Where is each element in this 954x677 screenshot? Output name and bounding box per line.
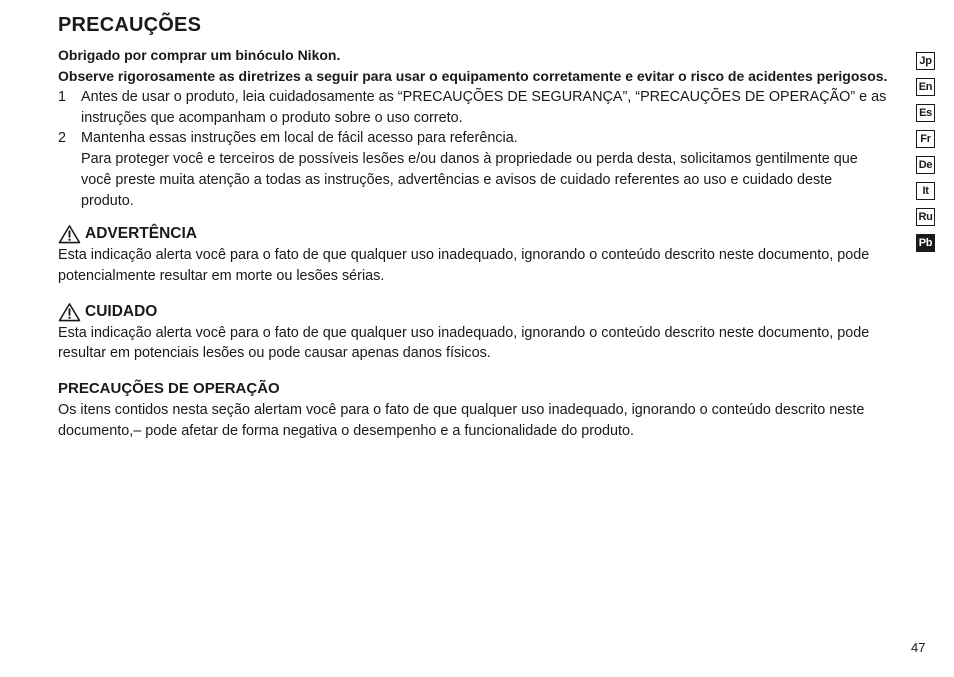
operation-body: Os itens contidos nesta seção alertam você para o fato de que qualquer uso inadequado, ignorando o conteúdo descrito neste documento,– pode afetar de forma negativa o desempenho e a funcionalidade do produto.: [58, 402, 865, 439]
language-tab-pb[interactable]: Pb: [916, 234, 935, 252]
manual-page: [58, 14, 888, 441]
instruction-list: [58, 87, 888, 211]
warning-title: ADVERTÊNCIA: [85, 225, 197, 243]
intro-guidelines: Observe rigorosamente as diretrizes a seguir para usar o equipamento corretamente e evitar o risco de acidentes perigosos.: [58, 68, 888, 84]
warning-heading: [58, 223, 888, 245]
language-tab-ru[interactable]: Ru: [916, 208, 935, 226]
warning-triangle-icon: [58, 224, 81, 244]
caution-title: CUIDADO: [85, 302, 158, 320]
language-tab-fr[interactable]: Fr: [916, 130, 935, 148]
list-item-text: Antes de usar o produto, leia cuidadosamente as “PRECAUÇÕES DE SEGURANÇA”, “PRECAUÇÕES DE OPERAÇÃO” e as instruções que acompanham o produto sobre o uso correto.: [81, 89, 887, 126]
page-title: PRECAUÇÕES: [58, 14, 202, 36]
list-item-text-continued: Para proteger você e terceiros de possíveis lesões e/ou danos à propriedade ou perda desta, solicitamos gentilmente que você preste muita atenção a todas as instruções, advertências e avisos de cuidado referentes ao uso e cuidado deste produto.: [81, 151, 858, 209]
list-item-number: 1: [58, 89, 67, 105]
caution-heading: [58, 301, 888, 323]
list-item-number: 2: [58, 130, 67, 147]
language-tab-es[interactable]: Es: [916, 104, 935, 122]
caution-body: Esta indicação alerta você para o fato de que qualquer uso inadequado, ignorando o conteúdo descrito neste documento, pode resultar em potenciais lesões ou pode causar apenas danos físicos.: [58, 324, 870, 362]
intro-thanks: Obrigado por comprar um binóculo Nikon.: [58, 47, 341, 63]
language-tab-en[interactable]: En: [916, 78, 935, 96]
page-number: 47: [911, 640, 926, 655]
operation-title: PRECAUÇÕES DE OPERAÇÃO: [58, 380, 280, 398]
list-item-body: [81, 128, 888, 211]
language-tab-jp[interactable]: Jp: [916, 52, 935, 70]
list-item: [58, 87, 888, 128]
language-tab-it[interactable]: It: [916, 182, 935, 200]
list-item: [58, 128, 888, 211]
list-item-text: Mantenha essas instruções em local de fácil acesso para referência.: [81, 130, 518, 147]
language-tabs: [916, 52, 935, 260]
warning-body: Esta indicação alerta você para o fato de que qualquer uso inadequado, ignorando o conteúdo descrito neste documento, pode potencialmente resultar em morte ou lesões sérias.: [58, 247, 870, 284]
warning-triangle-icon: [58, 302, 81, 322]
language-tab-de[interactable]: De: [916, 156, 935, 174]
